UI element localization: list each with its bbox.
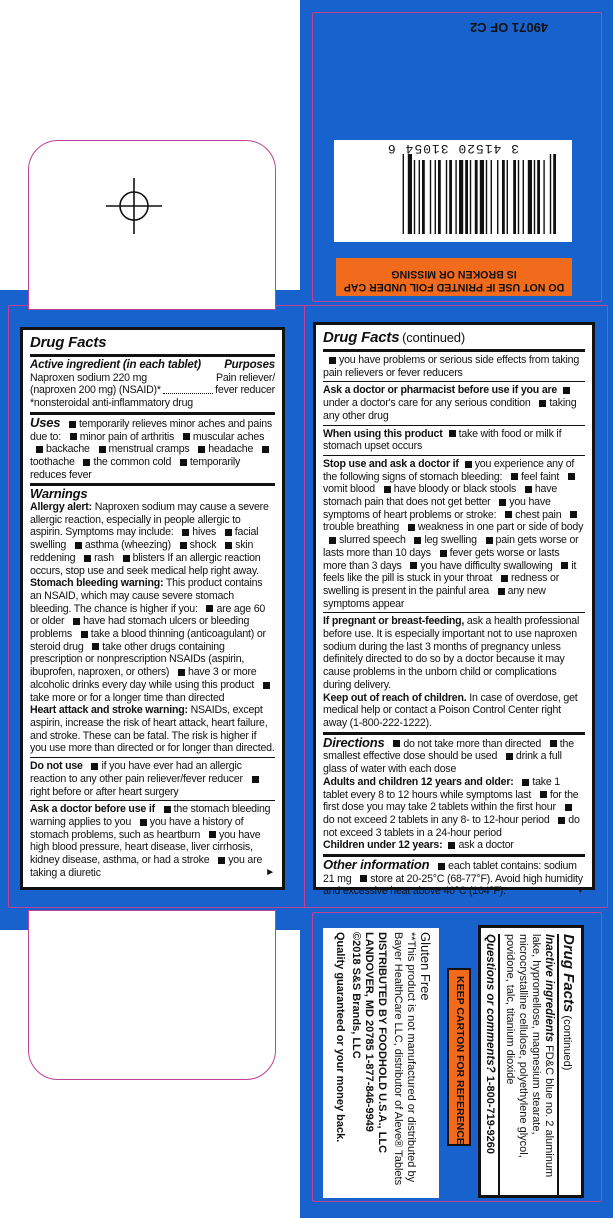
barcode-bar xyxy=(534,160,535,234)
stop-item: trouble breathing xyxy=(323,521,402,534)
stop-item: pain gets worse or lasts more than 10 days xyxy=(323,534,579,559)
stop-item: slurred speech xyxy=(339,534,409,547)
inactive-label: Inactive ingredients xyxy=(543,934,555,1043)
bullet xyxy=(498,588,505,595)
barcode-bar xyxy=(470,160,471,234)
heart-text: NSAIDs, except aspirin, increase the risk of heart attack, heart failure, and stroke. These can be fatal. The risk is higher if you use more than directed or for longer than directed. xyxy=(30,704,275,755)
bottom-facts-text xyxy=(483,934,577,1196)
uses-heading: Uses xyxy=(30,414,61,430)
stop-item: you have symptoms of heart problems or stroke: xyxy=(323,496,551,521)
uses-item: toothache xyxy=(30,455,78,468)
adult-item: take 1 tablet every 8 to 12 hours while symptoms last xyxy=(323,775,561,801)
bullet xyxy=(525,486,532,493)
bullet xyxy=(70,433,77,440)
bullet xyxy=(329,357,336,364)
barcode-bar xyxy=(459,160,463,234)
bullet xyxy=(465,461,472,468)
uses-item: the common cold xyxy=(93,455,174,468)
purpose-line1: Pain reliever/ xyxy=(215,371,275,384)
bullet xyxy=(539,400,546,407)
top-list xyxy=(323,354,579,379)
bullet xyxy=(92,643,99,650)
askpharm-label: Ask a doctor or pharmacist before use if you are xyxy=(323,384,558,397)
barcode-bar xyxy=(518,160,519,234)
barcode-bar xyxy=(523,160,524,234)
allergy-after: If an allergic reaction occurs, stop use and seek medical help right away. xyxy=(30,551,261,577)
bullet xyxy=(73,618,80,625)
drug-facts-bottom xyxy=(478,925,584,1198)
stomach-text: This product contains an NSAID, which may cause severe stomach bleeding. The chance is higher if you: xyxy=(30,577,263,615)
bullet xyxy=(565,804,572,811)
donot-item: right before or after heart surgery xyxy=(30,785,179,798)
uses-item: muscular aches xyxy=(192,430,265,443)
continue-arrow-icon: ► xyxy=(265,866,275,878)
other-item: each tablet contains: sodium 21 mg xyxy=(323,860,577,885)
guarantee: Quality guaranteed or your money back. xyxy=(334,932,346,1143)
bullet xyxy=(182,529,189,536)
barcode-bar xyxy=(438,160,441,234)
askdoc-item: you are taking a diuretic xyxy=(30,854,263,879)
donot-item: if you have ever had an allergic reaction to any other pain reliever/fever reducer xyxy=(30,760,246,785)
stomach-label: Stomach bleeding warning: xyxy=(30,577,164,590)
askdoc-item: the stomach bleeding warning applies to you xyxy=(30,803,271,828)
drug-facts-title-cont: Drug Facts xyxy=(323,329,400,346)
allergy-item: facial swelling xyxy=(30,526,259,552)
barcode-bar xyxy=(449,160,452,234)
gluten-free: Gluten Free xyxy=(418,932,433,1001)
bullet xyxy=(558,817,565,824)
adult-item: do not exceed 2 tablets in any 8- to 12-hour period xyxy=(323,813,553,826)
barcode-bar xyxy=(513,160,516,234)
children-item: ask a doctor xyxy=(458,839,514,852)
bullet xyxy=(83,459,90,466)
bullet xyxy=(511,473,518,480)
ingredient-line2: (naproxen 200 mg) (NSAID)* xyxy=(30,384,161,397)
allergy-item: rash xyxy=(94,551,117,564)
stop-item: have bloody or black stools xyxy=(393,483,519,496)
bottom-continued: (continued) xyxy=(561,1015,573,1071)
cap-warning-box xyxy=(336,258,572,296)
barcode-bar xyxy=(486,160,487,234)
bullet xyxy=(180,542,187,549)
bullet xyxy=(561,562,568,569)
bullet xyxy=(99,446,106,453)
bullet xyxy=(440,550,447,557)
keep-away-label: Keep out of reach of children. xyxy=(323,691,467,704)
allergy-item: asthma (wheezing) xyxy=(84,539,174,552)
distributor-panel xyxy=(323,928,439,1198)
askdoc-item: you have high blood pressure, heart disease, liver cirrhosis, kidney disease, asthma, or had a stroke xyxy=(30,828,261,867)
distributed-line1: DISTRIBUTED BY FOODHOLD U.S.A., LLC xyxy=(376,932,388,1154)
askdoc-label: Ask a doctor before use if xyxy=(30,803,155,816)
bullet xyxy=(360,875,367,882)
barcode-bar xyxy=(502,160,505,234)
bullet xyxy=(69,421,76,428)
uses-intro: temporarily relieves minor aches and pains due to: xyxy=(30,417,273,443)
questions-phone: 1-800-719-9260 xyxy=(484,1075,496,1155)
barcode-bar xyxy=(528,160,532,234)
bullet xyxy=(568,473,575,480)
direction-item: do not take more than directed xyxy=(403,737,544,750)
cap-warning-line1: DO NOT USE IF PRINTED FOIL UNDER CAP xyxy=(343,281,565,293)
allergy-label: Allergy alert: xyxy=(30,501,92,514)
bullet xyxy=(36,446,43,453)
keep-carton-box xyxy=(447,968,471,1146)
stomach-item: have had stomach ulcers or bleeding problems xyxy=(30,615,250,641)
barcode-bar xyxy=(553,154,556,234)
ingredient-line1: Naproxen sodium 220 mg xyxy=(30,371,147,384)
allergy-item: skin reddening xyxy=(30,539,254,564)
barcode-bar xyxy=(446,160,447,234)
bullet xyxy=(438,863,445,870)
bullet xyxy=(198,446,205,453)
bullet xyxy=(206,605,213,612)
bullet xyxy=(91,763,98,770)
bullet xyxy=(252,776,259,783)
bullet xyxy=(501,575,508,582)
bullet xyxy=(75,542,82,549)
center-fold xyxy=(304,305,305,908)
stop-item: any new symptoms appear xyxy=(323,584,546,610)
drug-facts-title: Drug Facts xyxy=(30,334,107,351)
bullet xyxy=(522,779,529,786)
bullet xyxy=(263,682,270,689)
barcode-bar xyxy=(422,160,425,234)
bullet xyxy=(486,537,493,544)
stop-item: fever gets worse or lasts more than 3 days xyxy=(323,546,560,572)
allergy-item: hives xyxy=(192,526,219,539)
drug-facts-left xyxy=(20,327,285,890)
caution-item: you have problems or serious side effects from taking pain relievers or fever reducers xyxy=(323,354,580,379)
registration-mark-icon xyxy=(106,178,162,234)
bullet xyxy=(506,753,513,760)
distributed-line2: LANDOVER, MD 20785 1-877-846-9949 xyxy=(363,932,375,1132)
disclaimer: **This product is not manufactured or distributed by Bayer HealthCare LLC, distributor of Aleve® Tablets xyxy=(392,932,417,1186)
stop-item: you experience any of the following signs of stomach bleeding: xyxy=(323,457,575,483)
allergy-item: shock xyxy=(189,539,220,552)
other-item: store at 20-25°C (68-77°F). Avoid high humidity and excessive heat above 40°C (104°F). xyxy=(323,872,583,898)
bullet xyxy=(81,631,88,638)
stop-item: have stomach pain that does not get better xyxy=(323,483,558,509)
direction-item: drink a full glass of water with each dose xyxy=(323,750,562,776)
questions-label: Questions or comments? xyxy=(484,934,496,1073)
warnings-heading: Warnings xyxy=(30,486,88,502)
bottom-title: Drug Facts xyxy=(560,934,577,1013)
active-ingredient-heading: Active ingredient (in each tablet) xyxy=(30,359,201,371)
continued-label: (continued) xyxy=(402,330,465,345)
stomach-list xyxy=(30,603,273,704)
barcode-bar xyxy=(408,154,412,234)
footnote: *nonsteroidal anti-inflammatory drug xyxy=(30,397,193,410)
barcode-bar xyxy=(475,160,478,234)
uses-item: temporarily reduces fever xyxy=(30,455,241,481)
children-label: Children under 12 years: xyxy=(323,839,443,852)
barcode-bar xyxy=(507,160,508,234)
bullet xyxy=(505,511,512,518)
adult-item: do not exceed 3 tablets in a 24-hour period xyxy=(323,813,580,839)
barcode-bar xyxy=(435,160,436,234)
bullet xyxy=(448,842,455,849)
stop-item: weakness in one part or side of body xyxy=(417,521,584,534)
direction-item: the smallest effective dose should be used xyxy=(323,737,574,763)
stomach-item: are age 60 or older xyxy=(30,602,266,628)
bullet xyxy=(550,740,557,747)
barcode-bars xyxy=(318,154,556,234)
heart-label: Heart attack and stroke warning: xyxy=(30,704,188,717)
barcode-bar xyxy=(403,154,404,234)
bullet xyxy=(218,857,225,864)
keep-carton-text: KEEP CARTON FOR REFERENCE xyxy=(454,976,466,1145)
stomach-item: take a blood thinning (anticoagulant) or steroid drug xyxy=(30,628,266,653)
bullet xyxy=(178,669,185,676)
drug-facts-right xyxy=(313,322,595,898)
bullet xyxy=(414,537,421,544)
bullet xyxy=(540,791,547,798)
barcode-bar xyxy=(430,160,431,234)
allergy-text: Naproxen sodium may cause a severe allergic reaction, especially in people allergic to aspirin. Symptoms may include: xyxy=(30,501,269,539)
bullet xyxy=(183,433,190,440)
bullet xyxy=(570,511,577,518)
inactive-text: FD&C blue no. 2 aluminum lake, hypromellose, magnesium stearate, microcrystalline cellulose, polyethylene glycol, povidone, talc, titanium dioxide xyxy=(504,934,555,1178)
stomach-item: take more or for a longer time than directed xyxy=(30,691,225,704)
bullet xyxy=(499,499,506,506)
bullet xyxy=(180,459,187,466)
bullet xyxy=(329,537,336,544)
bullet xyxy=(140,819,147,826)
when-item: take with food or milk if stomach upset occurs xyxy=(323,427,562,453)
keep-away-text: In case of overdose, get medical help or contact a Poison Control Center right away (1-800-222-1222). xyxy=(323,691,578,729)
stop-label: Stop use and ask a doctor if xyxy=(323,457,459,470)
uses-item: minor pain of arthritis xyxy=(79,430,177,443)
askpharm-item: taking any other drug xyxy=(323,397,577,422)
uses-item: backache xyxy=(46,443,93,456)
bottom-tuck-flap xyxy=(28,910,276,1080)
uses-item: menstrual cramps xyxy=(108,443,193,456)
stop-item: it feels like the pill is stuck in your throat xyxy=(323,559,577,585)
continue-down-icon: ▼ xyxy=(575,885,585,897)
other-info-heading: Other information xyxy=(323,857,430,873)
panel-code: 49071 OF C2 xyxy=(470,20,549,35)
barcode-bar xyxy=(414,160,415,234)
adult-item: for the first dose you may take 2 tablets within the first hour xyxy=(323,788,579,814)
bullet xyxy=(123,555,130,562)
barcode-bar xyxy=(491,160,492,234)
stop-item: feel faint xyxy=(521,470,562,483)
allergy-item: blisters xyxy=(132,551,168,564)
barcode-bar xyxy=(480,160,484,234)
stomach-item: take other drugs containing prescription or nonprescription NSAIDs (aspirin, ibuprofen, naproxen, or others) xyxy=(30,640,245,679)
bullet xyxy=(262,446,269,453)
bullet xyxy=(408,524,415,531)
bullet xyxy=(84,555,91,562)
barcode-digits: 3 41520 31054 6 xyxy=(386,141,520,156)
bullet xyxy=(209,831,216,838)
bullet xyxy=(164,806,171,813)
adults-label: Adults and children 12 years and older: xyxy=(323,775,514,788)
askpharm-item: under a doctor's care for any serious condition xyxy=(323,397,534,410)
pregnant-text: ask a health professional before use. It is especially important not to use naproxen sodium during the last 3 months of pregnancy unless definitely directed to do so by a doctor because it may cause problems in the unborn child or complications during delivery. xyxy=(323,615,580,691)
stop-item: vomit blood xyxy=(323,483,378,496)
donot-label: Do not use xyxy=(30,760,83,773)
bullet xyxy=(449,430,456,437)
distributed-line3: ©2018 S&S Brands, LLC xyxy=(350,932,362,1059)
bullet xyxy=(225,542,232,549)
barcode-bar xyxy=(497,160,498,234)
purpose-line2: fever reducer xyxy=(215,384,275,397)
barcode-bar xyxy=(543,160,544,234)
pregnant-label: If pregnant or breast-feeding, xyxy=(323,615,465,628)
bullet xyxy=(384,486,391,493)
cap-warning-line2: IS BROKEN OR MISSING xyxy=(391,268,517,281)
barcode-bar xyxy=(550,154,551,234)
stop-item: redness or swelling is present in the painful area xyxy=(323,572,560,597)
uses-list xyxy=(30,431,272,481)
barcode-bar xyxy=(537,160,540,234)
stop-item: you have difficulty swallowing xyxy=(420,559,556,572)
stop-item: leg swelling xyxy=(424,534,480,547)
barcode-bar xyxy=(455,160,456,234)
bullet xyxy=(225,529,232,536)
askdoc-item: you have a history of stomach problems, such as heartburn xyxy=(30,815,244,841)
bullet xyxy=(393,740,400,747)
distributor-text xyxy=(333,932,433,1196)
stop-list xyxy=(323,458,583,610)
directions-heading: Directions xyxy=(323,734,385,750)
bullet xyxy=(563,387,570,394)
barcode-bar xyxy=(419,160,420,234)
barcode-bar xyxy=(465,160,468,234)
upc-barcode xyxy=(334,140,572,242)
uses-item: headache xyxy=(208,443,256,456)
bullet xyxy=(410,562,417,569)
purposes-heading: Purposes xyxy=(224,359,275,371)
when-label: When using this product xyxy=(323,427,443,440)
stop-item: chest pain xyxy=(515,508,565,521)
stomach-item: have 3 or more alcoholic drinks every day while using this product xyxy=(30,666,257,691)
